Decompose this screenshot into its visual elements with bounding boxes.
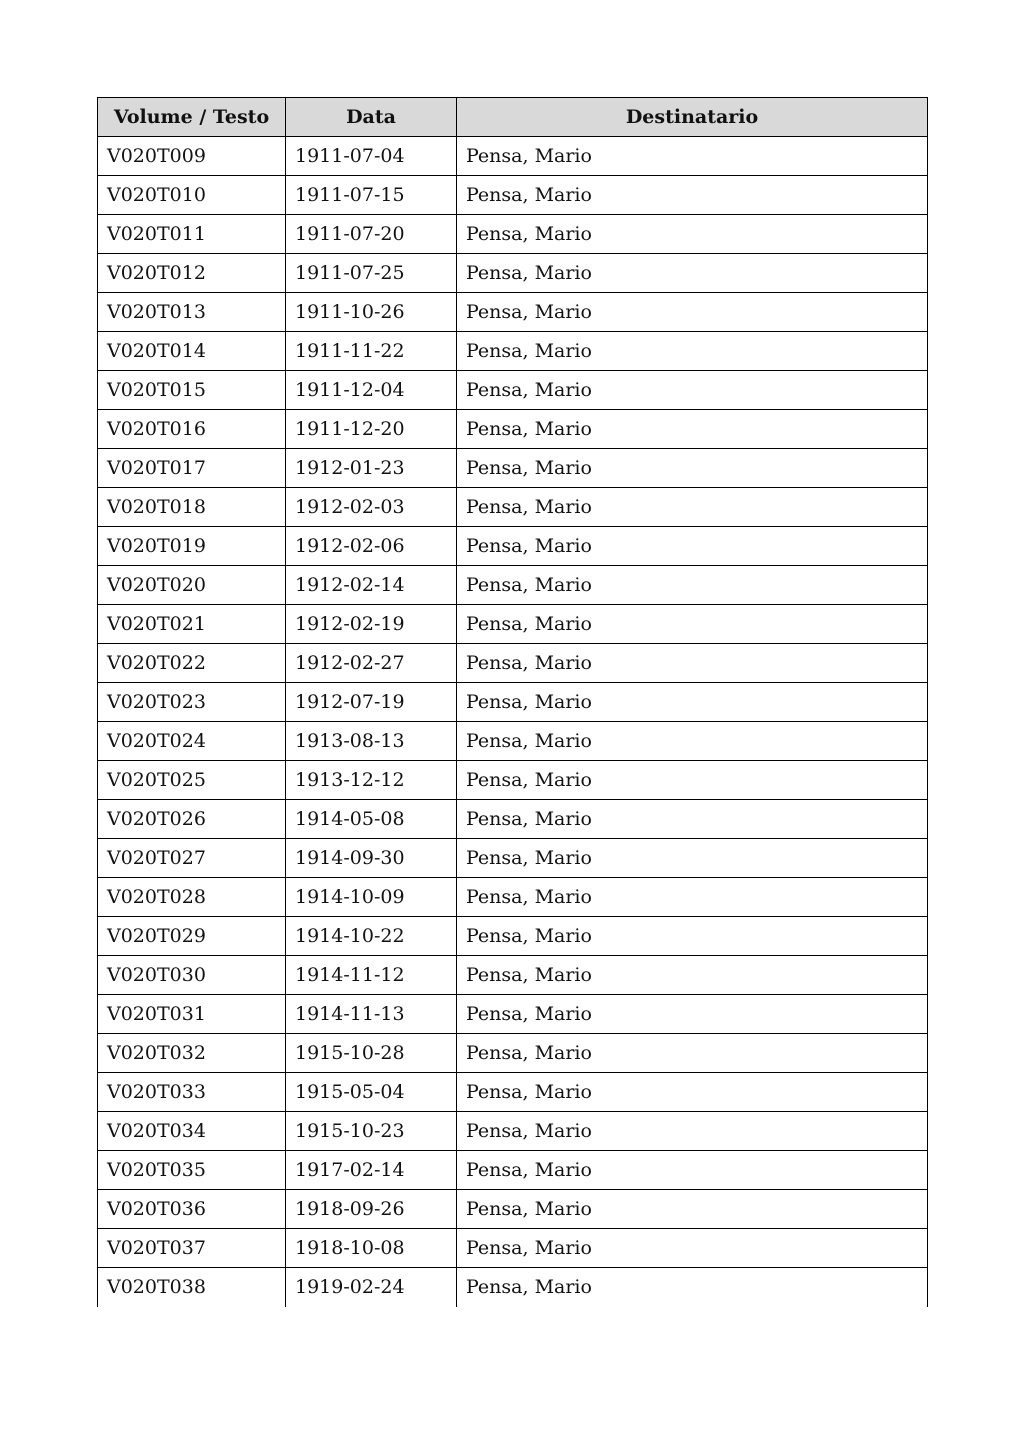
cell-data: 1914-10-22	[286, 917, 457, 956]
cell-volume-testo: V020T036	[98, 1190, 286, 1229]
cell-destinatario: Pensa, Mario	[457, 917, 928, 956]
table-row	[98, 1190, 928, 1229]
header-row	[98, 98, 928, 137]
table-row	[98, 605, 928, 644]
cell-destinatario: Pensa, Mario	[457, 839, 928, 878]
cell-destinatario: Pensa, Mario	[457, 449, 928, 488]
table-row	[98, 488, 928, 527]
cell-destinatario: Pensa, Mario	[457, 995, 928, 1034]
cell-data: 1912-01-23	[286, 449, 457, 488]
cell-volume-testo: V020T020	[98, 566, 286, 605]
cell-destinatario: Pensa, Mario	[457, 800, 928, 839]
cell-data: 1911-12-04	[286, 371, 457, 410]
table-row	[98, 1034, 928, 1073]
cell-data: 1912-02-14	[286, 566, 457, 605]
cell-volume-testo: V020T009	[98, 137, 286, 176]
letters-register-table	[97, 97, 928, 1307]
table-row	[98, 254, 928, 293]
table-row	[98, 800, 928, 839]
table-row	[98, 917, 928, 956]
table-row	[98, 956, 928, 995]
cell-destinatario: Pensa, Mario	[457, 254, 928, 293]
cell-data: 1911-07-20	[286, 215, 457, 254]
cell-volume-testo: V020T038	[98, 1268, 286, 1307]
table-row	[98, 293, 928, 332]
cell-volume-testo: V020T017	[98, 449, 286, 488]
cell-volume-testo: V020T028	[98, 878, 286, 917]
cell-volume-testo: V020T015	[98, 371, 286, 410]
cell-destinatario: Pensa, Mario	[457, 488, 928, 527]
cell-data: 1912-02-19	[286, 605, 457, 644]
cell-data: 1914-11-12	[286, 956, 457, 995]
cell-destinatario: Pensa, Mario	[457, 332, 928, 371]
table-header	[98, 98, 928, 137]
cell-destinatario: Pensa, Mario	[457, 1190, 928, 1229]
table-row	[98, 371, 928, 410]
cell-destinatario: Pensa, Mario	[457, 137, 928, 176]
cell-data: 1915-05-04	[286, 1073, 457, 1112]
table-row	[98, 215, 928, 254]
cell-data: 1911-07-15	[286, 176, 457, 215]
cell-data: 1918-10-08	[286, 1229, 457, 1268]
cell-volume-testo: V020T023	[98, 683, 286, 722]
table-row	[98, 644, 928, 683]
cell-destinatario: Pensa, Mario	[457, 1151, 928, 1190]
cell-destinatario: Pensa, Mario	[457, 605, 928, 644]
table-row	[98, 683, 928, 722]
cell-volume-testo: V020T027	[98, 839, 286, 878]
cell-data: 1919-02-24	[286, 1268, 457, 1307]
cell-data: 1912-02-03	[286, 488, 457, 527]
cell-destinatario: Pensa, Mario	[457, 722, 928, 761]
cell-destinatario: Pensa, Mario	[457, 1268, 928, 1307]
table-row	[98, 995, 928, 1034]
cell-destinatario: Pensa, Mario	[457, 683, 928, 722]
cell-volume-testo: V020T026	[98, 800, 286, 839]
cell-destinatario: Pensa, Mario	[457, 1034, 928, 1073]
cell-data: 1915-10-23	[286, 1112, 457, 1151]
table-row	[98, 137, 928, 176]
cell-volume-testo: V020T032	[98, 1034, 286, 1073]
cell-destinatario: Pensa, Mario	[457, 527, 928, 566]
cell-data: 1914-05-08	[286, 800, 457, 839]
cell-data: 1911-07-04	[286, 137, 457, 176]
cell-destinatario: Pensa, Mario	[457, 293, 928, 332]
cell-destinatario: Pensa, Mario	[457, 566, 928, 605]
cell-volume-testo: V020T012	[98, 254, 286, 293]
table-row	[98, 761, 928, 800]
table-row	[98, 449, 928, 488]
cell-data: 1911-10-26	[286, 293, 457, 332]
cell-volume-testo: V020T031	[98, 995, 286, 1034]
cell-destinatario: Pensa, Mario	[457, 761, 928, 800]
cell-destinatario: Pensa, Mario	[457, 1112, 928, 1151]
cell-destinatario: Pensa, Mario	[457, 878, 928, 917]
cell-volume-testo: V020T018	[98, 488, 286, 527]
cell-volume-testo: V020T013	[98, 293, 286, 332]
cell-volume-testo: V020T021	[98, 605, 286, 644]
cell-data: 1915-10-28	[286, 1034, 457, 1073]
cell-data: 1914-09-30	[286, 839, 457, 878]
cell-volume-testo: V020T034	[98, 1112, 286, 1151]
cell-data: 1914-10-09	[286, 878, 457, 917]
cell-data: 1912-02-06	[286, 527, 457, 566]
cell-data: 1912-02-27	[286, 644, 457, 683]
cell-data: 1913-12-12	[286, 761, 457, 800]
cell-volume-testo: V020T037	[98, 1229, 286, 1268]
table-row	[98, 839, 928, 878]
cell-data: 1911-07-25	[286, 254, 457, 293]
cell-volume-testo: V020T025	[98, 761, 286, 800]
table-row	[98, 410, 928, 449]
table-row	[98, 1268, 928, 1307]
cell-destinatario: Pensa, Mario	[457, 1229, 928, 1268]
cell-data: 1911-11-22	[286, 332, 457, 371]
cell-volume-testo: V020T016	[98, 410, 286, 449]
column-header-volume-testo: Volume / Testo	[98, 98, 286, 137]
cell-destinatario: Pensa, Mario	[457, 1073, 928, 1112]
table-row	[98, 1229, 928, 1268]
table-row	[98, 1151, 928, 1190]
table-row	[98, 722, 928, 761]
table-row	[98, 1112, 928, 1151]
cell-volume-testo: V020T014	[98, 332, 286, 371]
cell-volume-testo: V020T029	[98, 917, 286, 956]
cell-volume-testo: V020T035	[98, 1151, 286, 1190]
cell-data: 1918-09-26	[286, 1190, 457, 1229]
cell-volume-testo: V020T033	[98, 1073, 286, 1112]
column-header-destinatario: Destinatario	[457, 98, 928, 137]
cell-destinatario: Pensa, Mario	[457, 371, 928, 410]
cell-volume-testo: V020T022	[98, 644, 286, 683]
cell-destinatario: Pensa, Mario	[457, 644, 928, 683]
cell-destinatario: Pensa, Mario	[457, 410, 928, 449]
cell-destinatario: Pensa, Mario	[457, 956, 928, 995]
cell-destinatario: Pensa, Mario	[457, 215, 928, 254]
table-body	[98, 137, 928, 1307]
cell-data: 1913-08-13	[286, 722, 457, 761]
table-row	[98, 176, 928, 215]
cell-data: 1914-11-13	[286, 995, 457, 1034]
cell-volume-testo: V020T019	[98, 527, 286, 566]
table-row	[98, 878, 928, 917]
cell-data: 1911-12-20	[286, 410, 457, 449]
column-header-data: Data	[286, 98, 457, 137]
cell-data: 1917-02-14	[286, 1151, 457, 1190]
table-row	[98, 566, 928, 605]
cell-volume-testo: V020T030	[98, 956, 286, 995]
cell-volume-testo: V020T011	[98, 215, 286, 254]
table-row	[98, 332, 928, 371]
cell-volume-testo: V020T024	[98, 722, 286, 761]
table-row	[98, 1073, 928, 1112]
cell-destinatario: Pensa, Mario	[457, 176, 928, 215]
cell-data: 1912-07-19	[286, 683, 457, 722]
cell-volume-testo: V020T010	[98, 176, 286, 215]
table-row	[98, 527, 928, 566]
